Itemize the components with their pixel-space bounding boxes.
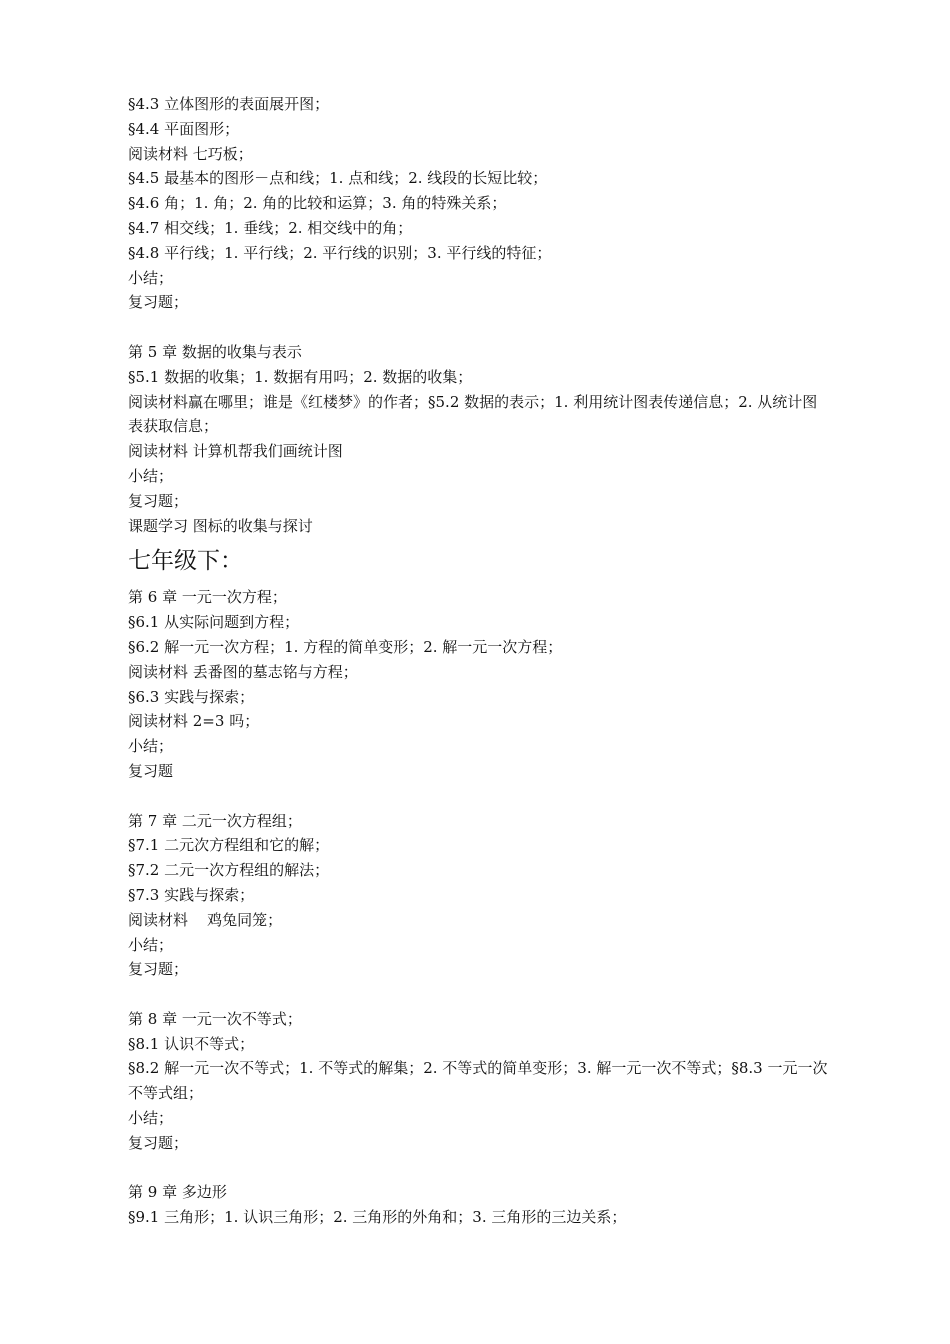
toc-line: 复习题； bbox=[128, 1133, 189, 1152]
toc-line: §6.3 实践与探索； bbox=[128, 687, 255, 706]
toc-line: §9.1 三角形；1. 认识三角形；2. 三角形的外角和；3. 三角形的三边关系； bbox=[128, 1208, 627, 1227]
toc-line: §7.1 二元次方程组和它的解； bbox=[128, 836, 330, 855]
blank-line bbox=[128, 315, 828, 340]
toc-line: §7.2 二元一次方程组的解法； bbox=[128, 861, 330, 880]
toc-line: 阅读材料赢在哪里；谁是《红楼梦》的作者；§5.2 数据的表示；1. 利用统计图表传递信息；2. 从统计图表获取信息； bbox=[128, 392, 818, 436]
chapter-7-section bbox=[128, 809, 828, 983]
chapter-title: 第 8 章 一元一次不等式； bbox=[128, 1009, 302, 1028]
toc-line: 复习题； bbox=[128, 960, 189, 979]
toc-line: §4.8 平行线；1. 平行线；2. 平行线的识别；3. 平行线的特征； bbox=[128, 243, 552, 262]
chapter-8-section bbox=[128, 1007, 828, 1156]
toc-line: §6.2 解一元一次方程；1. 方程的简单变形；2. 解一元一次方程； bbox=[128, 637, 563, 656]
toc-line: 小结； bbox=[128, 466, 174, 485]
toc-line: §6.1 从实际问题到方程； bbox=[128, 613, 300, 632]
toc-line: §4.4 平面图形； bbox=[128, 119, 240, 138]
chapter-4-section bbox=[128, 92, 828, 315]
toc-line: 小结； bbox=[128, 268, 174, 287]
toc-line: 阅读材料 计算机帮我们画统计图 bbox=[128, 442, 343, 461]
chapter-title: 第 9 章 多边形 bbox=[128, 1183, 227, 1202]
toc-line: 课题学习 图标的收集与探讨 bbox=[128, 516, 313, 535]
toc-line: §8.1 认识不等式； bbox=[128, 1034, 255, 1053]
chapter-title: 第 5 章 数据的收集与表示 bbox=[128, 342, 302, 361]
toc-line: 小结； bbox=[128, 935, 174, 954]
toc-line: §4.5 最基本的图形－点和线；1. 点和线；2. 线段的长短比较； bbox=[128, 169, 548, 188]
toc-line: §4.7 相交线；1. 垂线；2. 相交线中的角； bbox=[128, 218, 413, 237]
toc-line: 小结； bbox=[128, 737, 174, 756]
blank-line bbox=[128, 982, 828, 1007]
blank-line bbox=[128, 1156, 828, 1181]
chapter-6-section bbox=[128, 585, 828, 783]
toc-line: 阅读材料 2=3 吗； bbox=[128, 712, 260, 731]
grade-heading: 七年级下： bbox=[128, 548, 243, 575]
toc-line: 小结； bbox=[128, 1109, 174, 1128]
toc-line: §4.3 立体图形的表面展开图； bbox=[128, 95, 330, 113]
toc-line: 复习题； bbox=[128, 491, 189, 510]
toc-line: §4.6 角；1. 角；2. 角的比较和运算；3. 角的特殊关系； bbox=[128, 194, 507, 213]
blank-line bbox=[128, 784, 828, 809]
chapter-title: 第 7 章 二元一次方程组； bbox=[128, 811, 302, 830]
toc-line: §8.2 解一元一次不等式；1. 不等式的解集；2. 不等式的简单变形；3. 解一元一次不等式；§8.3 一元一次不等式组； bbox=[128, 1059, 828, 1103]
toc-line: 阅读材料 七巧板； bbox=[128, 144, 253, 163]
toc-line: §5.1 数据的收集；1. 数据有用吗；2. 数据的收集； bbox=[128, 367, 473, 386]
toc-line: 复习题； bbox=[128, 293, 189, 312]
toc-line: §7.3 实践与探索； bbox=[128, 885, 255, 904]
toc-line: 复习题 bbox=[128, 761, 174, 780]
toc-line: 阅读材料 鸡兔同笼； bbox=[128, 910, 283, 929]
chapter-title: 第 6 章 一元一次方程； bbox=[128, 588, 287, 607]
chapter-9-section bbox=[128, 1180, 828, 1230]
chapter-5-section bbox=[128, 340, 828, 538]
toc-line: 阅读材料 丢番图的墓志铭与方程； bbox=[128, 662, 358, 681]
document-page bbox=[128, 92, 828, 1230]
